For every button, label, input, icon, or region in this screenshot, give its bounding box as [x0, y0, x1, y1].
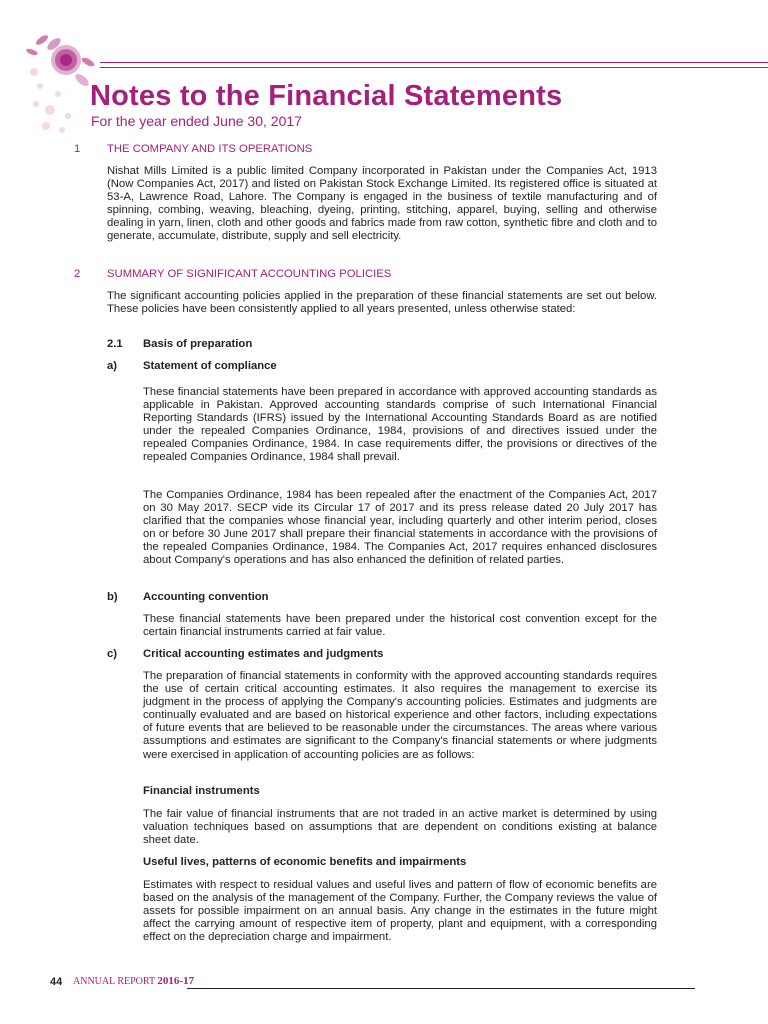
section-2-heading: SUMMARY OF SIGNIFICANT ACCOUNTING POLICIES [107, 268, 392, 280]
footer-rule [187, 988, 695, 989]
page-subtitle: For the year ended June 30, 2017 [91, 113, 302, 129]
item-a-title: Statement of compliance [143, 360, 277, 372]
item-c-label: c) [107, 648, 118, 660]
topic-financial-instruments-title: Financial instruments [143, 785, 260, 797]
topic-financial-instruments-body: The fair value of financial instruments that are not traded in an active market is determined by using valuation techniques based on assumptions that are dependent on conditions existing at balance sheet date. [143, 808, 657, 847]
header-rule-bottom [100, 67, 768, 68]
section-2-number: 2 [74, 268, 81, 280]
page-title: Notes to the Financial Statements [90, 80, 563, 112]
section-1-heading: THE COMPANY AND ITS OPERATIONS [107, 143, 313, 155]
footer-label [73, 975, 194, 987]
item-c-title: Critical accounting estimates and judgments [143, 648, 384, 660]
floral-ornament-icon [22, 22, 100, 140]
item-a-paragraph-2: The Companies Ordinance, 1984 has been repealed after the enactment of the Companies Act, 2017 on 30 May 2017. SECP vide its Circular 17 of 2017 and its press release dated 20 July 2017 has clarified that the companies whose financial year, including quarterly and other interim period, closes on or before 30 June 2017 shall prepare their financial statements in accordance with the provisions of the repealed Companies Ordinance, 1984. The Companies Act, 2017 requires enhanced disclosures about Company's operations and has also enhanced the definition of related parties. [143, 489, 657, 567]
footer-year: 2016-17 [157, 975, 195, 987]
subsection-title: Basis of preparation [143, 338, 253, 350]
item-a-label: a) [107, 360, 118, 372]
item-b-label: b) [107, 591, 118, 603]
footer-report-text: ANNUAL REPORT [73, 976, 155, 987]
section-2-body: The significant accounting policies applied in the preparation of these financial statements are set out below. These policies have been consistently applied to all years presented, unless otherwise stated: [107, 290, 657, 316]
item-c-paragraph: The preparation of financial statements in conformity with the approved accounting standards requires the use of certain critical accounting estimates. It also requires the management to exercise its judgment in the process of applying the Company's accounting policies. Estimates and judgments are continually evaluated and are based on historical experience and other factors, including expectations of future events that are believed to be reasonable under the circumstances. The areas where various assumptions and estimates are significant to the Company's financial statements or where judgments were exercised in application of accounting policies are as follows: [143, 670, 657, 761]
topic-useful-lives-body: Estimates with respect to residual values and useful lives and pattern of flow of economic benefits are based on the analysis of the management of the Company. Further, the Company reviews the value of assets for possible impairment on an annual basis. Any change in the estimates in the future might affect the carrying amount of respective item of property, plant and equipment, with a corresponding effect on the depreciation charge and impairment. [143, 879, 657, 944]
header-rule-top [100, 62, 768, 63]
section-1-number: 1 [74, 143, 81, 155]
item-b-paragraph: These financial statements have been prepared under the historical cost convention except for the certain financial instruments carried at fair value. [143, 613, 657, 639]
page-number: 44 [50, 976, 63, 988]
item-a-paragraph-1: These financial statements have been prepared in accordance with approved accounting standards as applicable in Pakistan. Approved accounting standards comprise of such International Financial Reporting Standards (IFRS) issued by the International Accounting Standards Board as are notified under the repealed Companies Ordinance, 1984, provisions of and directives issued under the repealed Companies Ordinance, 1984. In case requirements differ, the provisions or directives of the repealed Companies Ordinance, 1984 shall prevail. [143, 386, 657, 464]
subsection-number: 2.1 [107, 338, 123, 350]
section-1-body: Nishat Mills Limited is a public limited Company incorporated in Pakistan under the Companies Act, 1913 (Now Companies Act, 2017) and listed on Pakistan Stock Exchange Limited. Its registered office is situated at 53-A, Lawrence Road, Lahore. The Company is engaged in the business of textile manufacturing and of spinning, combing, weaving, bleaching, dyeing, printing, stitching, apparel, buying, selling and otherwise dealing in yarn, linen, cloth and other goods and fabrics made from raw cotton, synthetic fibre and cloth and to generate, accumulate, distribute, supply and sell electricity. [107, 165, 657, 243]
item-b-title: Accounting convention [143, 591, 269, 603]
topic-useful-lives-title: Useful lives, patterns of economic benefits and impairments [143, 856, 467, 868]
